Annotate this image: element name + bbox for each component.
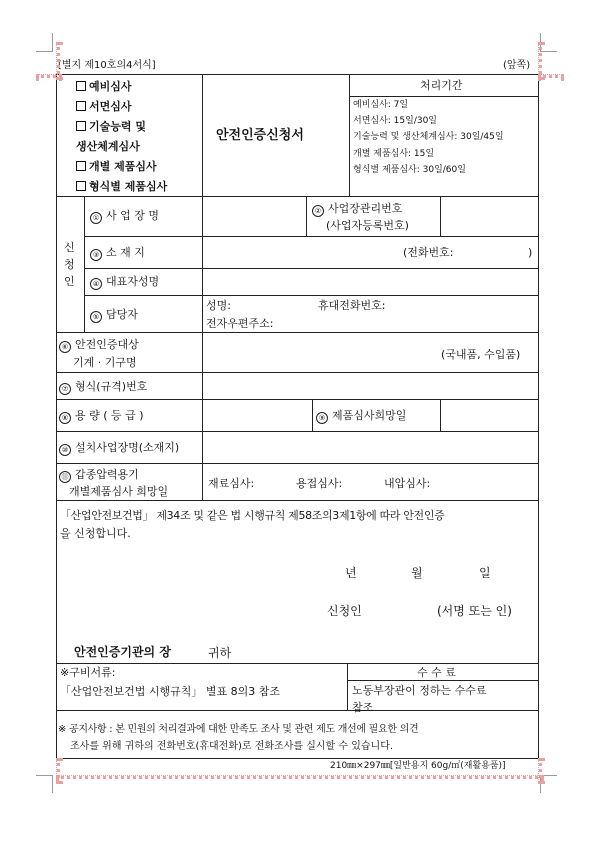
contact-label: ⑤ 담당자	[90, 309, 138, 323]
fee-line-1: 노동부장관이 정하는 수수료	[352, 684, 487, 697]
table-border	[56, 74, 57, 758]
review-type-preliminary[interactable]: 예비심사	[76, 81, 132, 92]
pressure-review-label: 내압심사:	[384, 477, 431, 490]
target-origin: (국내품, 수입품)	[441, 348, 521, 361]
guide-line	[56, 775, 544, 779]
date-day: 일	[479, 566, 491, 580]
capacity-field[interactable]	[203, 400, 311, 430]
date-year: 년	[345, 566, 357, 580]
guide-line	[538, 758, 542, 784]
install-site-field[interactable]	[203, 432, 537, 462]
workplace-name-field[interactable]	[203, 197, 305, 235]
mgmt-no-sublabel: (사업자등록번호)	[326, 219, 409, 232]
contact-email-label: 전자우편주소:	[206, 317, 274, 330]
table-border	[56, 710, 538, 711]
processing-line: 개별 제품심사: 15일	[353, 149, 435, 159]
capacity-label: ⑧ 용 량 ( 등 급 )	[59, 410, 144, 424]
location-field[interactable]	[203, 237, 393, 267]
review-type-model[interactable]: 형식별 제품심사	[76, 181, 167, 192]
welding-review-label: 용접심사:	[296, 477, 343, 490]
model-no-label: ⑦ 형식(규격)번호	[59, 381, 147, 395]
cell-divider	[84, 196, 85, 332]
target-label: ⑥ 안전인증대상	[59, 339, 139, 353]
review-type-individual[interactable]: 개별 제품심사	[76, 161, 157, 172]
fee-heading: 수 수 료	[417, 666, 456, 679]
cell-divider	[56, 500, 538, 501]
table-border	[56, 74, 538, 75]
cell-divider	[347, 663, 348, 710]
form-number: [별지 제10호의4서식]	[58, 60, 156, 71]
checkbox-icon	[76, 81, 86, 91]
review-type-technical[interactable]: 기술능력 및	[76, 121, 146, 132]
form-title: 안전인증신청서	[216, 128, 304, 143]
cell-divider	[347, 680, 538, 681]
desired-date-field[interactable]	[441, 400, 537, 430]
processing-line: 서면심사: 15일/30일	[353, 116, 437, 126]
model-no-field[interactable]	[203, 373, 537, 398]
desired-date-label: ⑨ 제품심사희망일	[316, 410, 406, 424]
paper-spec: 210㎜×297㎜[일반용지 60g/㎡(재활용품)]	[330, 761, 506, 771]
crop-mark	[52, 33, 53, 51]
applicant-label-2: 청	[64, 258, 75, 271]
contact-mobile-label: 휴대전화번호:	[318, 299, 386, 312]
guide-line	[36, 74, 62, 78]
review-type-document[interactable]: 서면심사	[76, 101, 132, 112]
material-review-label: 재료심사:	[208, 477, 255, 490]
fee-line-2: 참조	[352, 701, 374, 714]
date-month: 월	[411, 566, 423, 580]
boiler-label: ⑪ 갑종압력용기	[59, 469, 139, 483]
processing-heading: 처리기간	[420, 79, 463, 92]
applicant-sign-label: 신청인	[327, 604, 362, 618]
boiler-label-2: 개별제품심사 희망일	[69, 485, 169, 498]
signature-field[interactable]: (서명 또는 인)	[437, 604, 512, 618]
cell-divider	[56, 463, 538, 464]
workplace-name-label: ① 사 업 장 명	[90, 210, 159, 224]
required-docs-label: ※구비서류:	[60, 666, 116, 679]
cell-divider	[349, 74, 350, 196]
processing-line: 형식별 제품심사: 30일/60일	[353, 165, 466, 175]
cell-divider	[312, 399, 313, 431]
install-site-label: ⑩ 설치사업장명(소재지)	[59, 442, 179, 456]
processing-line: 예비심사: 7일	[353, 100, 409, 110]
guide-line	[56, 758, 60, 784]
cell-divider	[84, 295, 538, 296]
required-docs-value: 「산업안전보건법 시행규칙」 별표 8의3 참조	[60, 685, 280, 698]
cell-divider	[306, 196, 307, 236]
checkbox-icon	[76, 161, 86, 171]
target-field[interactable]	[203, 333, 433, 371]
statement-line-1: 「산업안전보건법」 제34조 및 같은 법 시행규칙 제58조의3제1항에 따라 안전인증	[60, 509, 445, 522]
guide-line	[538, 74, 564, 78]
crop-mark	[36, 775, 53, 776]
mgmt-no-field[interactable]	[441, 197, 537, 235]
rep-name-field[interactable]	[203, 269, 537, 294]
notice-line-1: ※ 공지사항 : 본 민원의 처리결과에 대한 만족도 조사 및 관련 제도 개선에 필요한 의견	[58, 724, 419, 735]
checkbox-icon	[76, 121, 86, 131]
statement-line-2: 을 신청합니다.	[60, 527, 131, 540]
page-side: (앞쪽)	[503, 60, 531, 71]
checkbox-icon	[76, 181, 86, 191]
processing-line: 기술능력 및 생산체계심사: 30일/45일	[353, 132, 504, 142]
review-type-technical-line2: 생산체계심사	[76, 140, 140, 153]
crop-mark	[36, 51, 53, 52]
cell-divider	[349, 96, 538, 97]
applicant-label-1: 신	[64, 241, 75, 254]
mgmt-no-label: ② 사업장관리번호	[312, 203, 402, 217]
phone-label: (전화번호:	[403, 246, 454, 259]
table-border	[56, 758, 538, 759]
target-label-2: 기계 · 기구명	[73, 356, 137, 369]
crop-mark	[52, 775, 53, 793]
contact-name-label: 성명:	[206, 299, 231, 312]
rep-name-label: ④ 대표자성명	[90, 276, 159, 290]
addressee: 안전인증기관의 장	[74, 645, 171, 659]
cell-divider	[202, 74, 203, 196]
phone-close: )	[528, 246, 533, 259]
cell-divider	[56, 663, 538, 664]
crop-mark	[540, 51, 557, 52]
addressee-honorific: 귀하	[208, 646, 232, 660]
checkbox-icon	[76, 101, 86, 111]
applicant-label-3: 인	[64, 275, 75, 288]
location-label: ③ 소 재 지	[90, 247, 145, 261]
notice-line-2: 조사를 위해 귀하의 전화번호(휴대전화)로 전화조사를 실시할 수 있습니다.	[70, 741, 394, 752]
table-border	[538, 74, 539, 758]
